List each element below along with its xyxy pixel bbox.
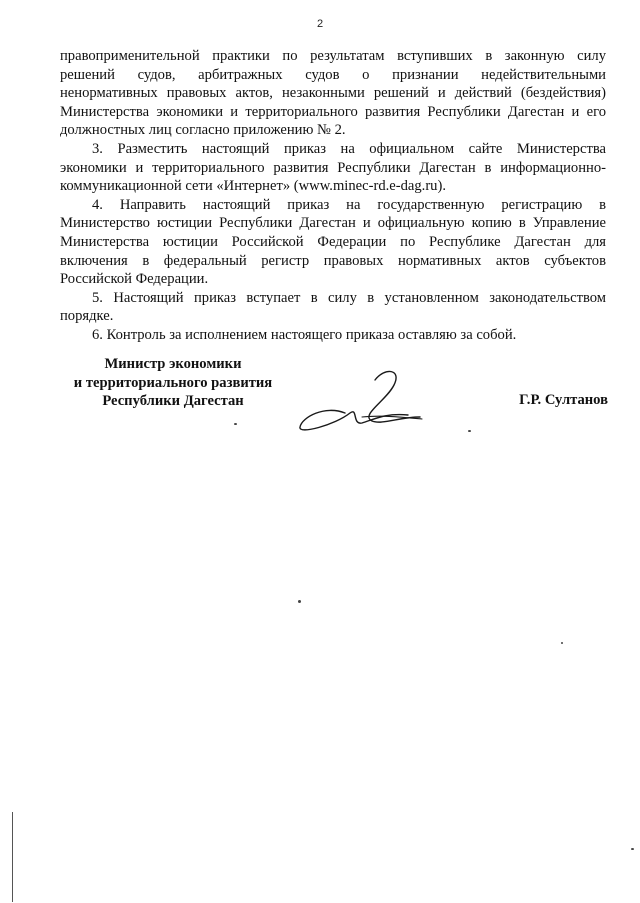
paragraph-continuation <box>60 47 606 140</box>
handwritten-signature <box>290 355 440 435</box>
scan-edge-mark <box>12 812 13 902</box>
paragraph-5 <box>60 289 606 326</box>
text-line: порядке. <box>60 308 114 325</box>
text-line: ненормативных правовых актов, незаконными решений и действий (бездействия) <box>60 85 606 102</box>
paragraph-4 <box>60 196 606 289</box>
text-line: Министерства юстиции Российской Федерации по Республике Дагестан для <box>60 233 606 250</box>
document-body <box>60 47 606 345</box>
signatory-title <box>58 355 288 411</box>
text-line: 5. Настоящий приказ вступает в силу в установленном законодательством <box>92 289 606 306</box>
text-line: Министерство юстиции Республики Дагестан и официальную копию в Управление <box>60 215 606 232</box>
text-line: включения в федеральный регистр правовых нормативных актов субъектов <box>60 252 606 269</box>
text-line: экономики и территориального развития Республики Дагестан в информационно- <box>60 159 606 176</box>
scan-speck <box>631 848 634 850</box>
signatory-name: Г.Р. Султанов <box>519 392 608 408</box>
page-number: 2 <box>316 18 324 30</box>
paragraph-3 <box>60 140 606 196</box>
text-line: коммуникационной сети «Интернет» (www.minec-rd.e-dag.ru). <box>60 178 446 195</box>
signatory-title-line: и территориального развития <box>73 374 273 391</box>
scan-speck <box>234 423 237 425</box>
text-line: Министерства экономики и территориального развития Республики Дагестан и его <box>60 103 606 120</box>
text-line: Российской Федерации. <box>60 271 209 288</box>
paragraph-6 <box>60 326 606 345</box>
text-line: решений судов, арбитражных судов о признании недействительными <box>60 66 606 83</box>
signatory-title-line: Республики Дагестан <box>102 393 244 409</box>
text-line: 4. Направить настоящий приказ на государственную регистрацию в <box>92 196 606 213</box>
text-line: 3. Разместить настоящий приказ на официальном сайте Министерства <box>92 140 606 157</box>
text-line: 6. Контроль за исполнением настоящего приказа оставляю за собой. <box>92 326 517 343</box>
signatory-title-line: Министр экономики <box>104 356 242 372</box>
text-line: должностных лиц согласно приложению № 2. <box>60 122 346 139</box>
text-line: правоприменительной практики по результатам вступивших в законную силу <box>60 48 606 64</box>
scan-speck <box>561 642 563 644</box>
scan-speck <box>468 430 471 432</box>
scan-speck <box>298 600 301 603</box>
